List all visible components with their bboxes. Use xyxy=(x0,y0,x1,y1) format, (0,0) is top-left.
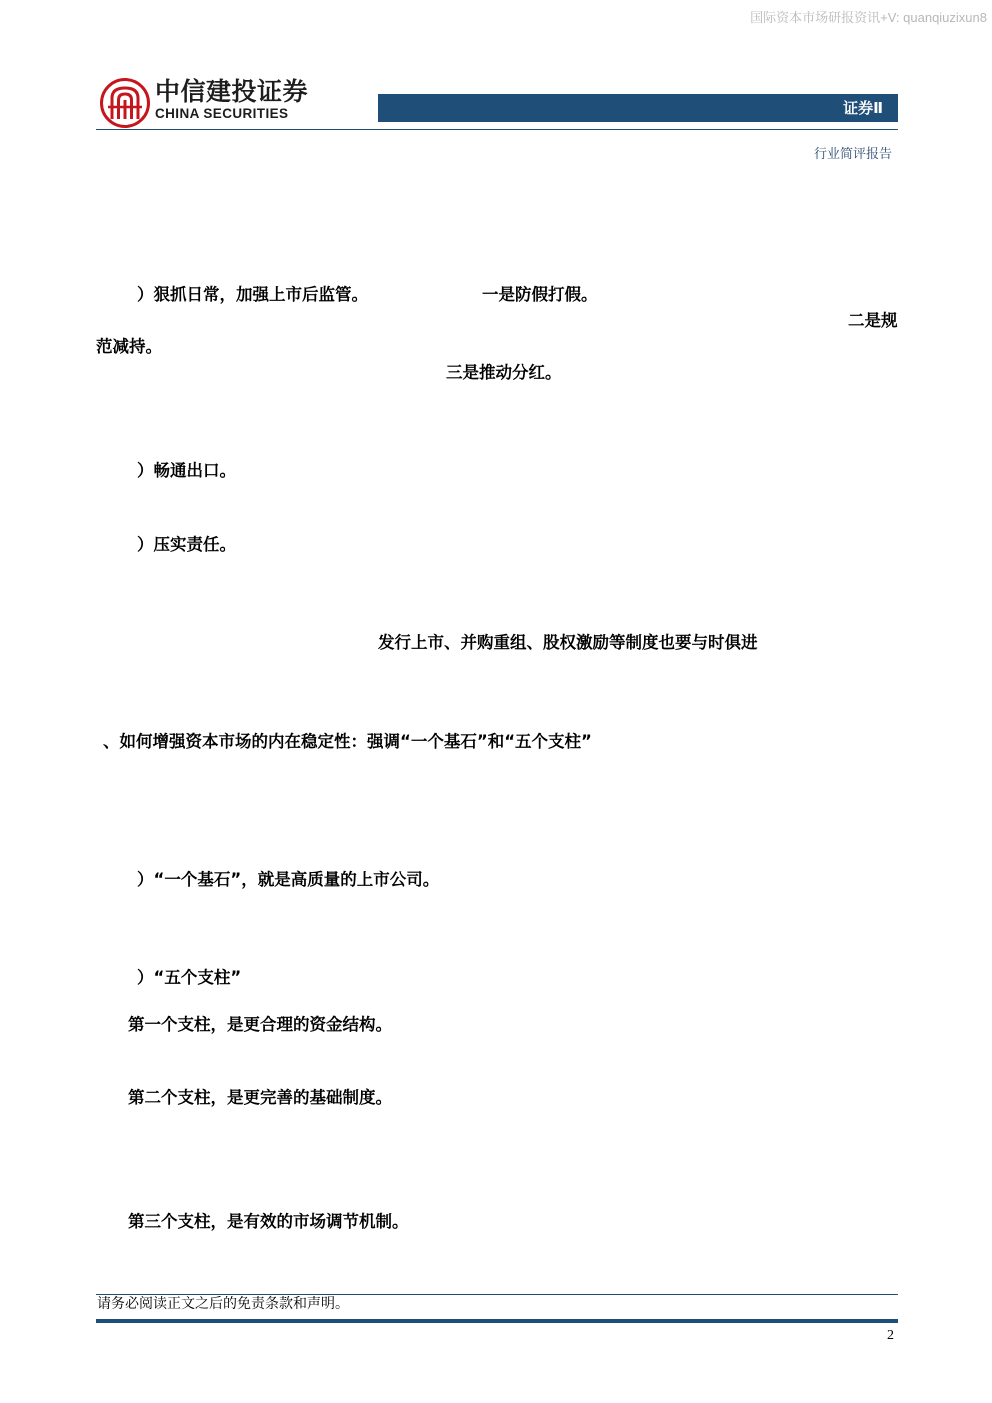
body-text-line: 一是防假打假。 xyxy=(482,285,598,304)
china-securities-logo-icon xyxy=(99,77,151,129)
sector-label: 证券Ⅱ xyxy=(843,99,883,117)
body-text-line: 第二个支柱，是更完善的基础制度。 xyxy=(128,1088,392,1107)
page-number: 2 xyxy=(887,1328,894,1343)
sector-banner xyxy=(378,94,898,122)
report-type-label: 行业简评报告 xyxy=(813,147,892,162)
body-text-line: 三是推动分红。 xyxy=(446,363,562,382)
watermark-text: 国际资本市场研报资讯+V: quanqiuzixun8 xyxy=(750,10,987,25)
body-text-line: 第一个支柱，是更合理的资金结构。 xyxy=(128,1015,392,1034)
body-text-line: ）狠抓日常，加强上市后监管。 xyxy=(137,285,368,304)
header-divider xyxy=(96,129,898,130)
body-text-line: ）畅通出口。 xyxy=(137,461,236,480)
footer-disclaimer: 请务必阅读正文之后的免责条款和声明。 xyxy=(97,1296,349,1312)
body-text-line: 范减持。 xyxy=(96,337,162,356)
body-text-line: 第三个支柱，是有效的市场调节机制。 xyxy=(128,1212,409,1231)
logo-english-name: CHINA SECURITIES xyxy=(155,106,289,121)
footer-divider-thick xyxy=(96,1319,898,1323)
body-text-line: 发行上市、并购重组、股权激励等制度也要与时俱进 xyxy=(378,633,758,652)
body-text-line: ）“五个支柱” xyxy=(137,968,242,987)
body-text-line: 二是规 xyxy=(848,311,898,330)
logo-chinese-name: 中信建投证券 xyxy=(155,77,309,106)
section-heading: 、如何增强资本市场的内在稳定性：强调“一个基石”和“五个支柱” xyxy=(103,732,592,751)
body-text-line: ）压实责任。 xyxy=(137,535,236,554)
body-text-line: ）“一个基石”，就是高质量的上市公司。 xyxy=(137,870,440,889)
